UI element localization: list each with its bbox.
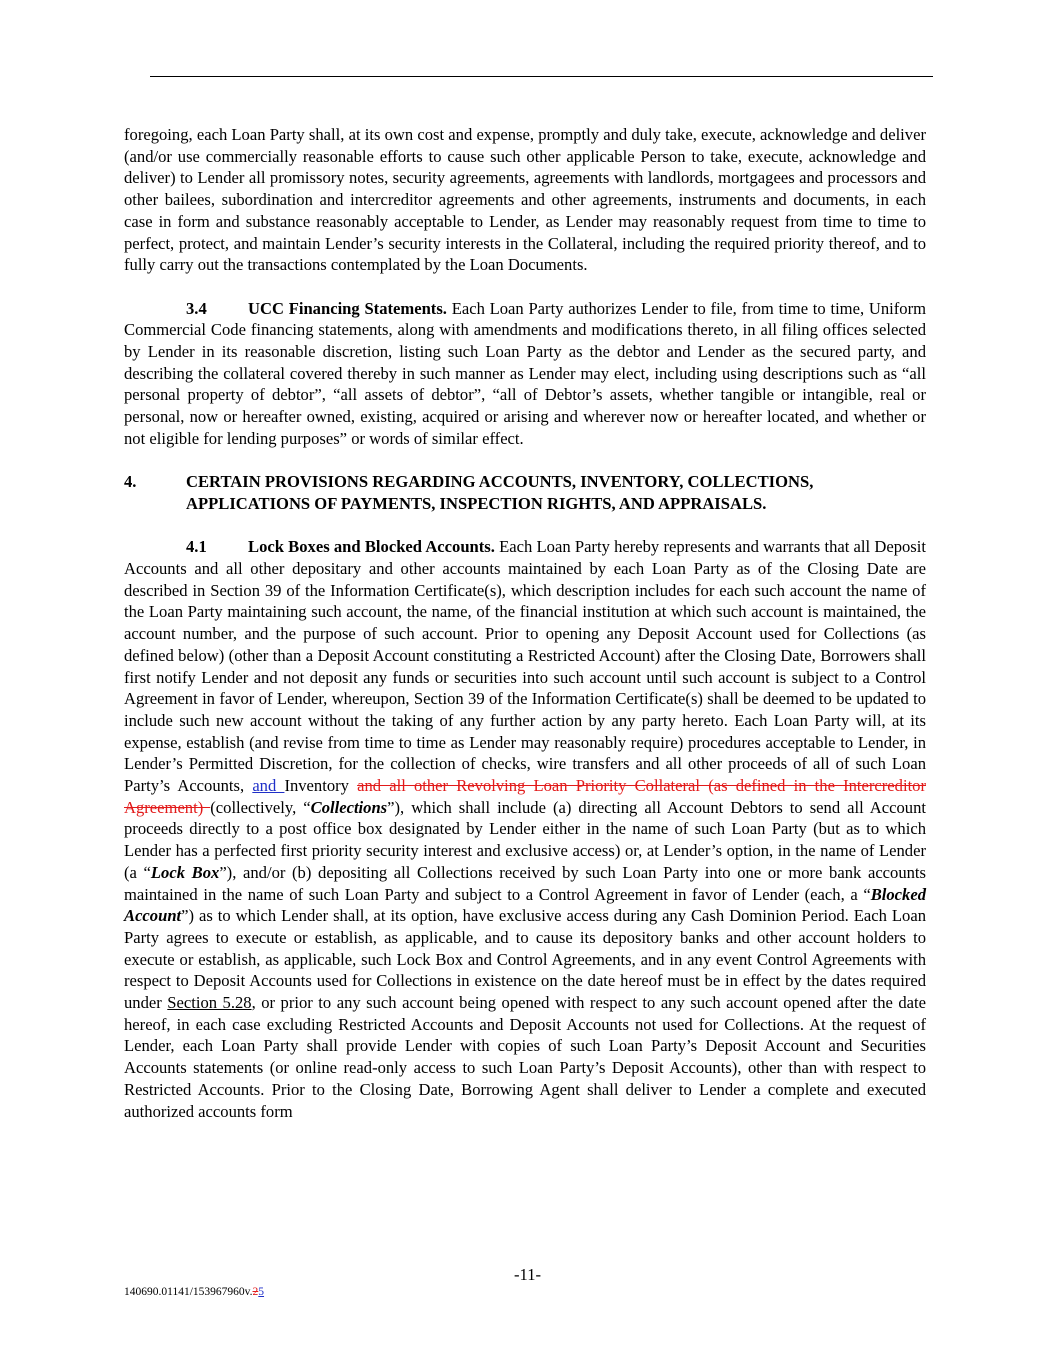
section-3-4-number: 3.4 xyxy=(186,298,207,318)
text-segment: ”), which shall include (a) directing all Account Debtors to send all Account proceeds directly to a post office box designated by Lender either in the name of such Loan Party (but as to which Lender has a perfected first priority security interest and exclusive access) or, at Lender’s option, in the name of Lender (a “ xyxy=(124,797,927,882)
section-4-1-title: Lock Boxes and Blocked Accounts. xyxy=(248,537,495,557)
text-segment: Inventory xyxy=(284,776,358,796)
text-segment: , or prior to any such account being opened with respect to any such account opened after the date hereof, in each case excluding Restricted Accounts and Deposit Accounts not used for Collections. At the request of Lender, each Loan Party shall provide Lender with copies of such Loan Party’s Deposit Account and Securities Accounts statements (or online read-only access to such Loan Party’s Deposit Accounts), other than with respect to Restricted Accounts. Prior to the Closing Date, Borrowing Agent shall deliver to Lender a complete and executed authorized accounts form xyxy=(124,993,926,1121)
section-3-4-paragraph xyxy=(124,298,926,450)
section-reference-link[interactable]: Section 5.28 xyxy=(167,993,252,1013)
section-4-1-paragraph xyxy=(124,536,926,1122)
continuation-paragraph: foregoing, each Loan Party shall, at its own cost and expense, promptly and duly take, execute, acknowledge and deliver (and/or use commercially reasonable efforts to cause such other applicable Person to take, execute, acknowledge and deliver) to Lender all promissory notes, security agreements, agreements with landlords, mortgagees and processors and other bailees, subordination and intercreditor agreements and other agreements, instruments and documents, in each case in form and substance reasonably acceptable to Lender, as Lender may reasonably request from time to time to perfect, protect, and maintain Lender’s security interests in the Collateral, including the required priority thereof, and to fully carry out the transactions contemplated by the Loan Documents. xyxy=(124,125,926,275)
section-4-heading xyxy=(124,471,926,514)
section-4-title: CERTAIN PROVISIONS REGARDING ACCOUNTS, INVENTORY, COLLECTIONS, APPLICATIONS OF PAYMENTS, INSPECTION RIGHTS, AND APPRAISALS. xyxy=(186,472,814,513)
text-segment: (collectively, “ xyxy=(210,797,311,817)
header-rule xyxy=(150,76,933,77)
page-number: -11- xyxy=(513,1265,542,1284)
defined-term-blocked-account: Blocked Account xyxy=(124,884,926,926)
doc-version-inserted: 5 xyxy=(258,1286,265,1298)
defined-term-collections: Collections xyxy=(310,797,388,817)
text-segment: Each Loan Party hereby represents and warrants that all Deposit Accounts and all other depositary and other accounts maintained by each Loan Party as of the Closing Date are described in Section 39 of the Information Certificate(s), which description includes for each such account the name of the Loan Party maintaining such account, the name, of the financial institution at which such account is maintained, the account number, and the purpose of such account. Prior to opening any Deposit Account used for Collections (as defined below) (other than a Deposit Account constituting a Restricted Account) after the Closing Date, Borrowers shall first notify Lender and not deposit any funds or securities into such account until such account is subject to a Control Agreement in favor of Lender, whereupon, Section 39 of the Information Certificate(s) shall be deemed to be updated to include such new account without the taking of any further action by any party hereto. Each Loan Party will, at its expense, establish (and revise from time to time as Lender may reasonably require) procedures acceptable to Lender, in Lender’s Permitted Discretion, for the collection of checks, wire transfers and all other proceeds of all of such Loan Party’s Accounts, xyxy=(124,537,926,796)
section-3-4-title: UCC Financing Statements. xyxy=(248,298,447,318)
document-id xyxy=(124,1286,264,1298)
doc-id-text: 140690.01141/153967960v. xyxy=(124,1286,253,1298)
inserted-text[interactable]: and xyxy=(252,776,285,796)
text-segment: ”), and/or (b) depositing all Collections received by such Loan Party into one or more bank accounts maintained in the name of such Loan Party and subject to a Control Agreement in favor of Lender (each, a “ xyxy=(124,862,927,904)
document-body xyxy=(124,124,926,1122)
text-segment: ”) as to which Lender shall, at its option, have exclusive access during any Cash Dominion Period. Each Loan Party agrees to execute or establish, as applicable, and to cause its depository banks and other account holders to execute or establish, as applicable, such Lock Box and Control Agreements, and in any event Control Agreements with respect to Deposit Accounts used for Collections in existence on the date hereof must be in effect by the dates required under xyxy=(124,906,926,1013)
section-4-number: 4. xyxy=(124,472,137,492)
doc-version-deleted: 2 xyxy=(252,1286,259,1298)
defined-term-lock-box: Lock Box xyxy=(150,862,220,882)
section-4-1-number: 4.1 xyxy=(186,537,207,557)
section-3-4-body: Each Loan Party authorizes Lender to file, from time to time, Uniform Commercial Code financing statements, along with amendments and modifications thereto, in all filing offices selected by Lender in its reasonable discretion, listing such Loan Party as the debtor and Lender as the secured party, and describing the collateral covered thereby in such manner as Lender may elect, including using descriptions such as “all personal property of debtor”, “all assets of debtor”, “all of Debtor’s assets, whether tangible or intangible, real or personal, now or hereafter owned, existing, acquired or arising and wherever now or hereafter located, and whether or not eligible for lending purposes” or words of similar effect. xyxy=(124,298,926,448)
deleted-text: and all other Revolving Loan Priority Collateral (as defined in the Intercreditor Agreement) xyxy=(124,776,927,817)
